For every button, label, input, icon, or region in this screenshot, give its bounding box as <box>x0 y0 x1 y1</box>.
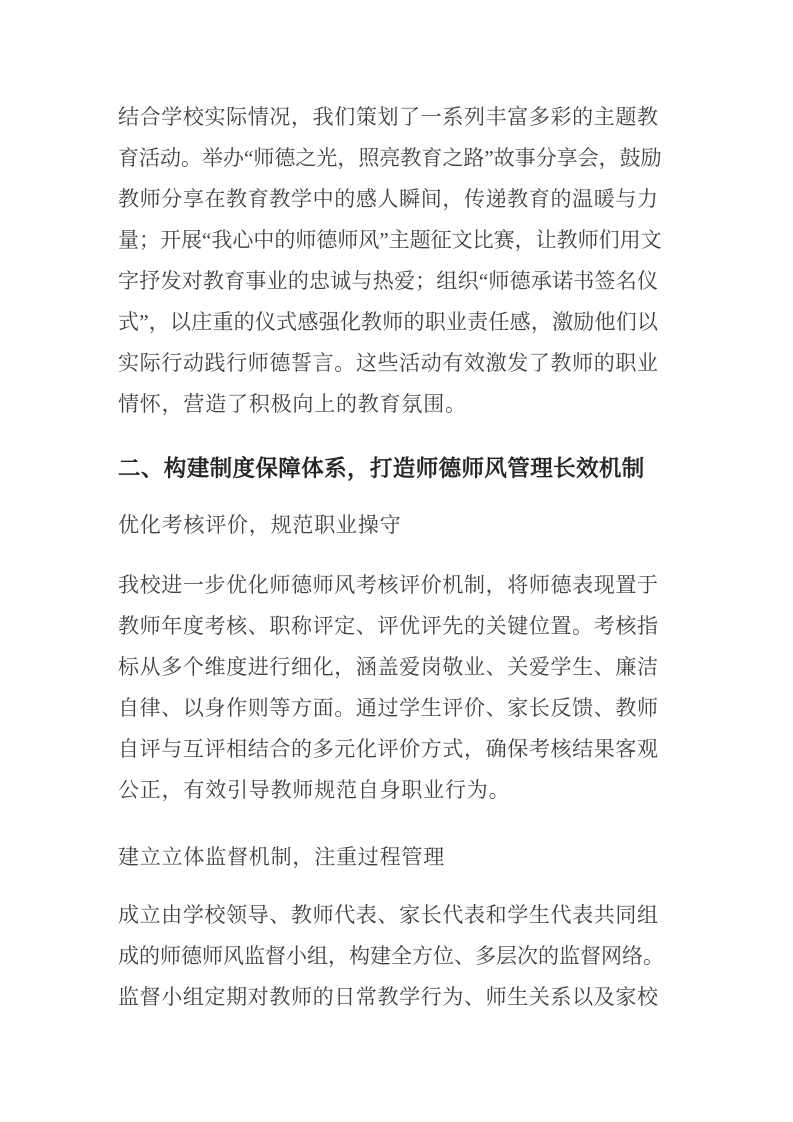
text-line: 结合学校实际情况，我们策划了一系列丰富多彩的主题教 <box>118 105 658 129</box>
text-line: 字抒发对教育事业的忠诚与热爱；组织“师德承诺书签名仪 <box>118 269 658 293</box>
paragraph-assessment-evaluation <box>118 565 658 811</box>
paragraph-theme-activities <box>118 97 662 425</box>
text-line: 式”，以庄重的仪式感强化教师的职业责任感，激励他们以 <box>118 310 658 334</box>
text-line: 公正，有效引导教师规范自身职业行为。 <box>118 778 511 802</box>
text-line: 实际行动践行师德誓言。这些活动有效激发了教师的职业 <box>118 351 658 375</box>
paragraph-supervision-group <box>118 895 664 1018</box>
document-content <box>118 97 664 1018</box>
text-line: 成的师德师风监督小组，构建全方位、多层次的监督网络。 <box>118 944 664 968</box>
section-heading-institution-system: 二、构建制度保障体系，打造师德师风管理长效机制 <box>118 456 645 481</box>
text-line: 自律、以身作则等方面。通过学生评价、家长反馈、教师 <box>118 696 658 720</box>
subheading-assessment-evaluation: 优化考核评价，规范职业操守 <box>118 513 402 537</box>
text-line: 教师分享在教育教学中的感人瞬间，传递教育的温暖与力 <box>118 187 658 211</box>
text-line: 自评与互评相结合的多元化评价方式，确保考核结果客观 <box>118 737 658 761</box>
text-line: 育活动。举办“师德之光，照亮教育之路”故事分享会，鼓励 <box>118 146 662 170</box>
text-line: 我校进一步优化师德师风考核评价机制，将师德表现置于 <box>118 573 658 597</box>
text-line: 情怀，营造了积极向上的教育氛围。 <box>118 392 467 416</box>
text-line: 教师年度考核、职称评定、评优评先的关键位置。考核指 <box>118 614 658 638</box>
text-line: 成立由学校领导、教师代表、家长代表和学生代表共同组 <box>118 903 658 927</box>
text-line: 标从多个维度进行细化，涵盖爱岗敬业、关爱学生、廉洁 <box>118 655 658 679</box>
text-line: 监督小组定期对教师的日常教学行为、师生关系以及家校 <box>118 985 658 1009</box>
subheading-supervision-mechanism: 建立立体监督机制，注重过程管理 <box>118 845 445 869</box>
text-line: 量；开展“我心中的师德师风”主题征文比赛，让教师们用文 <box>118 228 662 252</box>
